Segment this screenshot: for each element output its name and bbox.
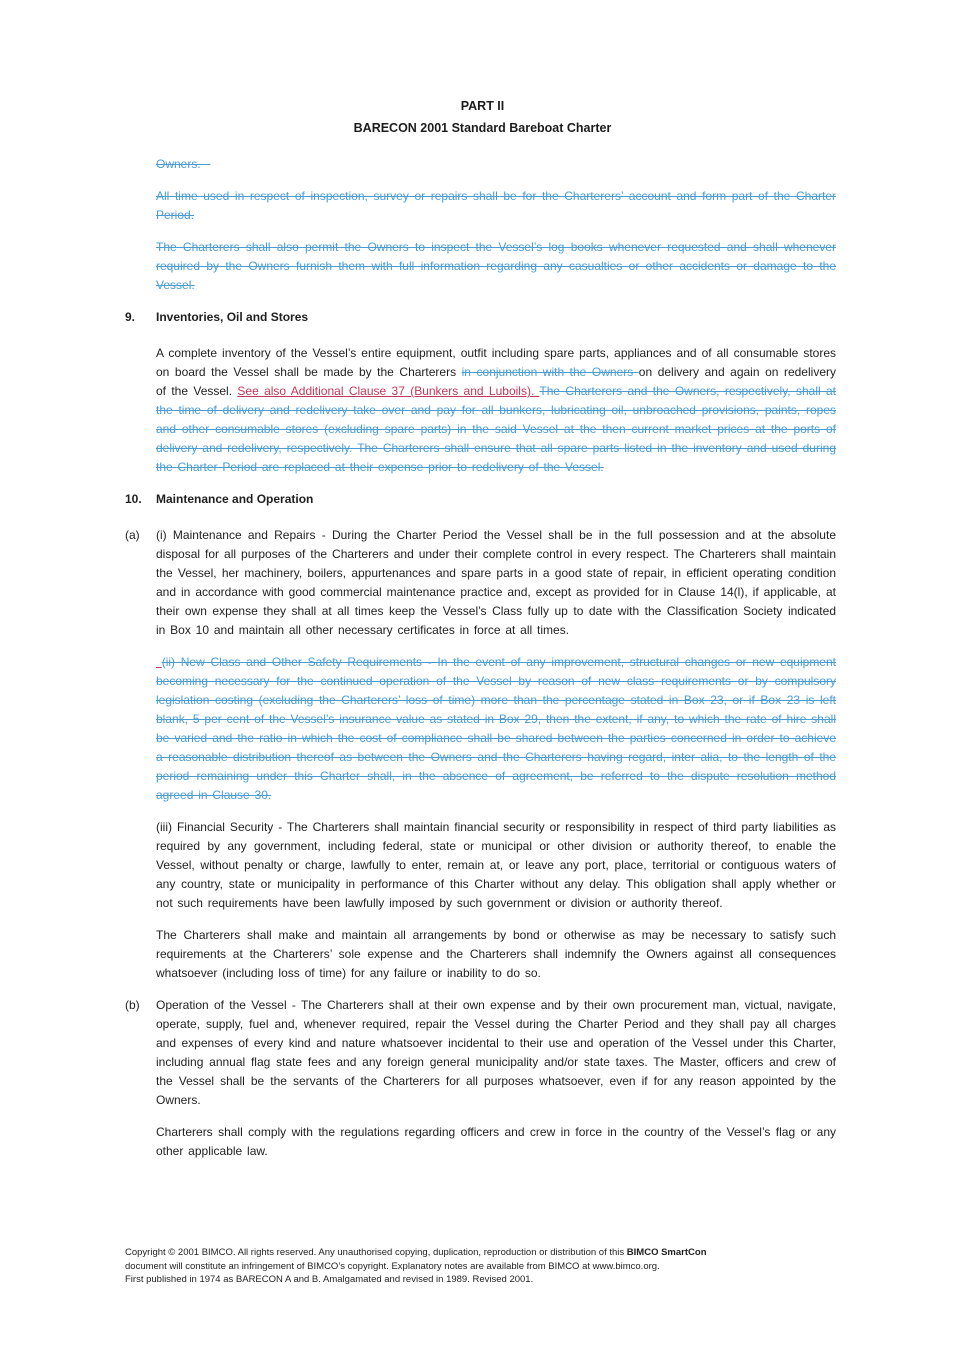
deleted-text: The Charterers and the Owners, respectively, shall at the time of delivery and redelivery take over and pay for all bunkers, lubricating oil, unbroached provisions, paints, ropes and other consumable stores (excluding spare parts) in the said Vessel at the then current market prices at the ports of delivery and redelivery, respectively. The Charterers shall ensure that all spare parts listed in the inventory and used during the Charter Period are replaced at their expense prior to redelivery of the Vessel. <box>156 384 836 474</box>
clause-9-paragraph <box>156 344 836 477</box>
page-footer <box>125 1246 850 1287</box>
footer-line-2: document will constitute an infringement of BIMCO’s copyright. Explanatory notes are available from BIMCO at www.bimco.org. <box>125 1260 660 1272</box>
body-text: (iii) Financial Security - The Charterers shall maintain financial security or responsibility in respect of third party liabilities as required by any government, including federal, state or municipal or other division or authority thereof, to enable the Vessel, without penalty or charge, lawfully to enter, remain at, or leave any port, place, territorial or contiguous waters of any country, state or municipality in performance of this Charter without any delay. This obligation shall apply whether or not such requirements have been lawfully imposed by such government or division or authority thereof. <box>156 820 836 910</box>
body-text: Charterers shall comply with the regulations regarding officers and crew in force in the country of the Vessel’s flag or any other applicable law. <box>156 1125 836 1158</box>
clause-10a-i-paragraph <box>156 526 836 640</box>
clause-10a-ii-paragraph <box>156 653 836 805</box>
document-body <box>0 155 965 1161</box>
clause-9-paragraph-row <box>125 344 965 477</box>
clause-10b-marker: (b) <box>125 998 140 1012</box>
inserted-text: See also Additional Clause 37 (Bunkers and Luboils). <box>237 384 540 398</box>
deleted-text: All time used in respect of inspection, survey or repairs shall be for the Charterers’ account and form part of the Charter Period. <box>156 189 836 222</box>
deleted-paragraph-log-books <box>156 238 836 295</box>
body-text: Operation of the Vessel - The Charterers shall at their own expense and by their own procurement man, victual, navigate, operate, supply, fuel and, whenever required, repair the Vessel during the Charter Period and they shall pay all charges and expenses of every kind and nature whatsoever incidental to their use and operation of the Vessel under this Charter, including annual flag state fees and any foreign general municipality and/or state taxes. The Master, officers and crew of the Vessel shall be the servants of the Charterers for all purposes whatsoever, even if for any reason appointed by the Owners. <box>156 998 836 1107</box>
clause-9-heading: Inventories, Oil and Stores <box>156 310 309 324</box>
body-text: on delivery and again on redelivery of the Vessel. <box>156 365 836 398</box>
clause-10-number: 10. <box>125 492 142 506</box>
document-header <box>0 0 965 139</box>
clause-10a-ii-row <box>125 653 965 805</box>
clause-10b-row <box>125 996 965 1110</box>
empty-marker <box>125 926 156 983</box>
clause-10a-i-row <box>125 526 965 640</box>
footer-line-3: First published in 1974 as BARECON A and B. Amalgamated and revised in 1989. Revised 2001. <box>125 1274 534 1285</box>
clause-10-heading: Maintenance and Operation <box>156 492 314 506</box>
deleted-text: (ii) New Class and Other Safety Requirements - In the event of any improvement, structural changes or new equipment becoming necessary for the continued operation of the Vessel by reason of new class requirements or by compulsory legislation costing (excluding the Charterers’ loss of time) more than the percentage stated in Box 23, or if Box 23 is left blank, 5 per cent of the Vessel’s insurance value as stated in Box 29, then the extent, if any, to which the rate of hire shall be varied and the ratio in which the cost of compliance shall be shared between the parties concerned in order to achieve a reasonable distribution thereof as between the Owners and the Charterers having regard, inter alia, to the length of the period remaining under this Charter shall, in the absence of agreement, be referred to the dispute resolution method agreed in Clause 30. <box>156 655 836 802</box>
footer-line-1 <box>125 1246 850 1260</box>
clause-9-number: 9. <box>125 310 136 324</box>
clause-10a-marker: (a) <box>125 528 140 542</box>
footer-brand-name: BIMCO SmartCon <box>626 1247 707 1258</box>
empty-marker <box>125 653 156 805</box>
empty-marker <box>125 818 156 913</box>
empty-marker <box>125 344 156 477</box>
empty-marker <box>125 1123 156 1161</box>
clause-10b-continuation-paragraph <box>156 1123 836 1161</box>
deleted-text: in conjunction with the Owners <box>461 365 639 379</box>
footer-copyright-text: Copyright © 2001 BIMCO. All rights reserved. Any unauthorised copying, duplication, reproduction or distribution of this <box>125 1247 627 1258</box>
empty-marker <box>125 238 156 295</box>
body-text: A complete inventory of the Vessel’s entire equipment, outfit including spare parts, appliances and of all consumable stores on board the Vessel shall be made by the Charterers <box>156 346 836 379</box>
body-text: The Charterers shall make and maintain all arrangements by bond or otherwise as may be necessary to satisfy such requirements at the Charterers’ sole expense and the Charterers shall indemnify the Owners against all consequences whatsoever (including loss of time) for any failure or inability to do so. <box>156 928 836 980</box>
clause-10b-continuation-row <box>125 1123 965 1161</box>
document-title: BARECON 2001 Standard Bareboat Charter <box>353 121 612 135</box>
body-text: (i) Maintenance and Repairs - During the Charter Period the Vessel shall be in the full possession and at the absolute disposal for all purposes of the Charterers and under their complete control in every respect. The Charterers shall maintain the Vessel, her machinery, boilers, appurtenances and spare parts in a good state of repair, in efficient operating condition and in accordance with good commercial maintenance practice and, except as provided for in Clause 14(l), if applicable, at their own expense they shall at all times keep the Vessel’s Class fully up to date with the Classification Society indicated in Box 10 and maintain all other necessary certificates in force at all times. <box>156 528 836 637</box>
deleted-paragraph-all-time <box>156 187 836 225</box>
part-title: PART II <box>460 99 505 113</box>
deleted-text: The Charterers shall also permit the Owners to inspect the Vessel’s log books whenever requested and shall whenever required by the Owners furnish them with full information regarding any casualties or other accidents or damage to the Vessel. <box>156 240 836 292</box>
empty-marker <box>125 187 156 225</box>
clause-10b-paragraph <box>156 996 836 1110</box>
clause-10a-iii-row <box>125 818 965 913</box>
intro-paragraph-2-row <box>125 187 965 225</box>
clause-10-heading-row <box>125 490 965 509</box>
clause-10a-iii-continuation-row <box>125 926 965 983</box>
empty-marker <box>125 155 156 174</box>
deleted-text: Owners. <box>156 157 211 171</box>
clause-9-heading-row <box>125 308 965 327</box>
intro-paragraph-3-row <box>125 238 965 295</box>
clause-10a-iii-continuation-paragraph <box>156 926 836 983</box>
clause-10a-iii-paragraph <box>156 818 836 913</box>
intro-paragraph-1-row <box>125 155 965 174</box>
deleted-paragraph-owners <box>156 155 836 174</box>
